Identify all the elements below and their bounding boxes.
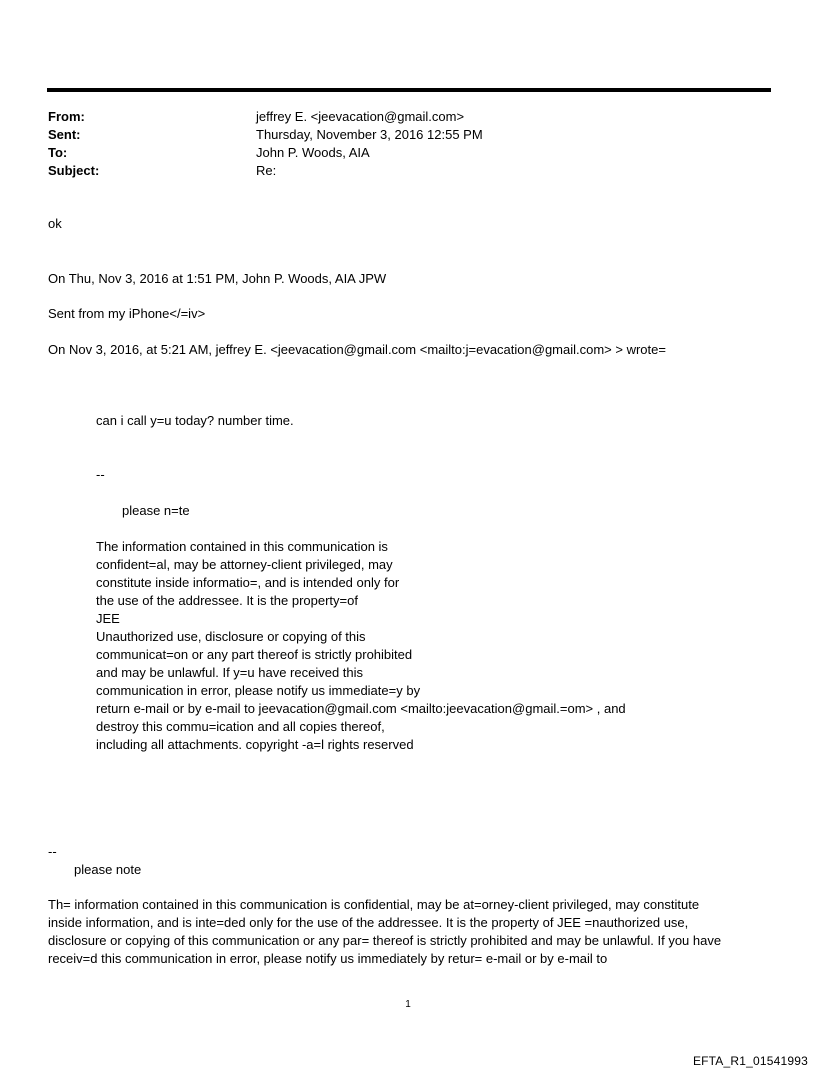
disclaimer-line: return e-mail or by e-mail to jeevacation@gmail.com <mailto:jeevacation@gmail.=om> , and xyxy=(96,701,626,716)
from-row xyxy=(48,108,768,126)
reply-text: ok xyxy=(48,216,62,231)
disclaimer-line: inside information, and is inte=ded only for the use of the addressee. It is the property of JEE =nauthorized use, xyxy=(48,915,689,930)
from-value: jeffrey E. <jeevacation@gmail.com> xyxy=(256,109,465,124)
sent-from-line: Sent from my iPhone</=iv> xyxy=(48,306,206,321)
question-text: can i call y=u today? number time. xyxy=(96,413,294,428)
disclaimer-inner xyxy=(96,538,716,754)
disclaimer-line: the use of the addressee. It is the property=of xyxy=(96,593,358,608)
disclaimer-line: communication in error, please notify us immediate=y by xyxy=(96,683,421,698)
page-number: 1 xyxy=(405,999,411,1010)
sent-row xyxy=(48,126,768,144)
quote-header-thu: On Thu, Nov 3, 2016 at 1:51 PM, John P. Woods, AIA JPW xyxy=(48,271,387,286)
signature-dash-outer: -- xyxy=(48,844,57,859)
subject-label: Subject: xyxy=(48,163,100,178)
document-id: EFTA_R1_01541993 xyxy=(692,1054,808,1068)
disclaimer-line: JEE xyxy=(96,611,120,626)
disclaimer-line: receiv=d this communication in error, please notify us immediately by retur= e-mail or by e-mail to xyxy=(48,951,608,966)
please-note-outer: please note xyxy=(74,862,142,877)
disclaimer-line: destroy this commu=ication and all copies thereof, xyxy=(96,719,385,734)
sent-label: Sent: xyxy=(48,127,81,142)
header-rule xyxy=(47,88,771,92)
disclaimer-line: disclosure or copying of this communication or any par= thereof is strictly prohibited and may be unlawful. If you have xyxy=(48,933,722,948)
disclaimer-outer xyxy=(48,896,768,968)
disclaimer-line: confident=al, may be attorney-client privileged, may xyxy=(96,557,393,572)
disclaimer-line: Unauthorized use, disclosure or copying of this xyxy=(96,629,366,644)
to-label: To: xyxy=(48,145,68,160)
disclaimer-line: The information contained in this communication is xyxy=(96,539,388,554)
disclaimer-line: and may be unlawful. If y=u have received this xyxy=(96,665,364,680)
please-note-inner: please n=te xyxy=(122,503,190,518)
from-label: From: xyxy=(48,109,85,124)
subject-row xyxy=(48,162,768,180)
sent-value: Thursday, November 3, 2016 12:55 PM xyxy=(256,127,483,142)
disclaimer-line: communicat=on or any part thereof is strictly prohibited xyxy=(96,647,413,662)
signature-dash-inner: -- xyxy=(96,467,105,482)
quote-header-nov: On Nov 3, 2016, at 5:21 AM, jeffrey E. <jeevacation@gmail.com <mailto:j=evacation@gmail.com> > wrote= xyxy=(48,342,666,357)
disclaimer-line: constitute inside informatio=, and is intended only for xyxy=(96,575,400,590)
subject-value: Re: xyxy=(256,163,277,178)
to-value: John P. Woods, AIA xyxy=(256,145,370,160)
disclaimer-line: including all attachments. copyright -a=l rights reserved xyxy=(96,737,414,752)
email-header xyxy=(48,108,768,180)
to-row xyxy=(48,144,768,162)
disclaimer-line: Th= information contained in this communication is confidential, may be at=orney-client privileged, may constitute xyxy=(48,897,700,912)
